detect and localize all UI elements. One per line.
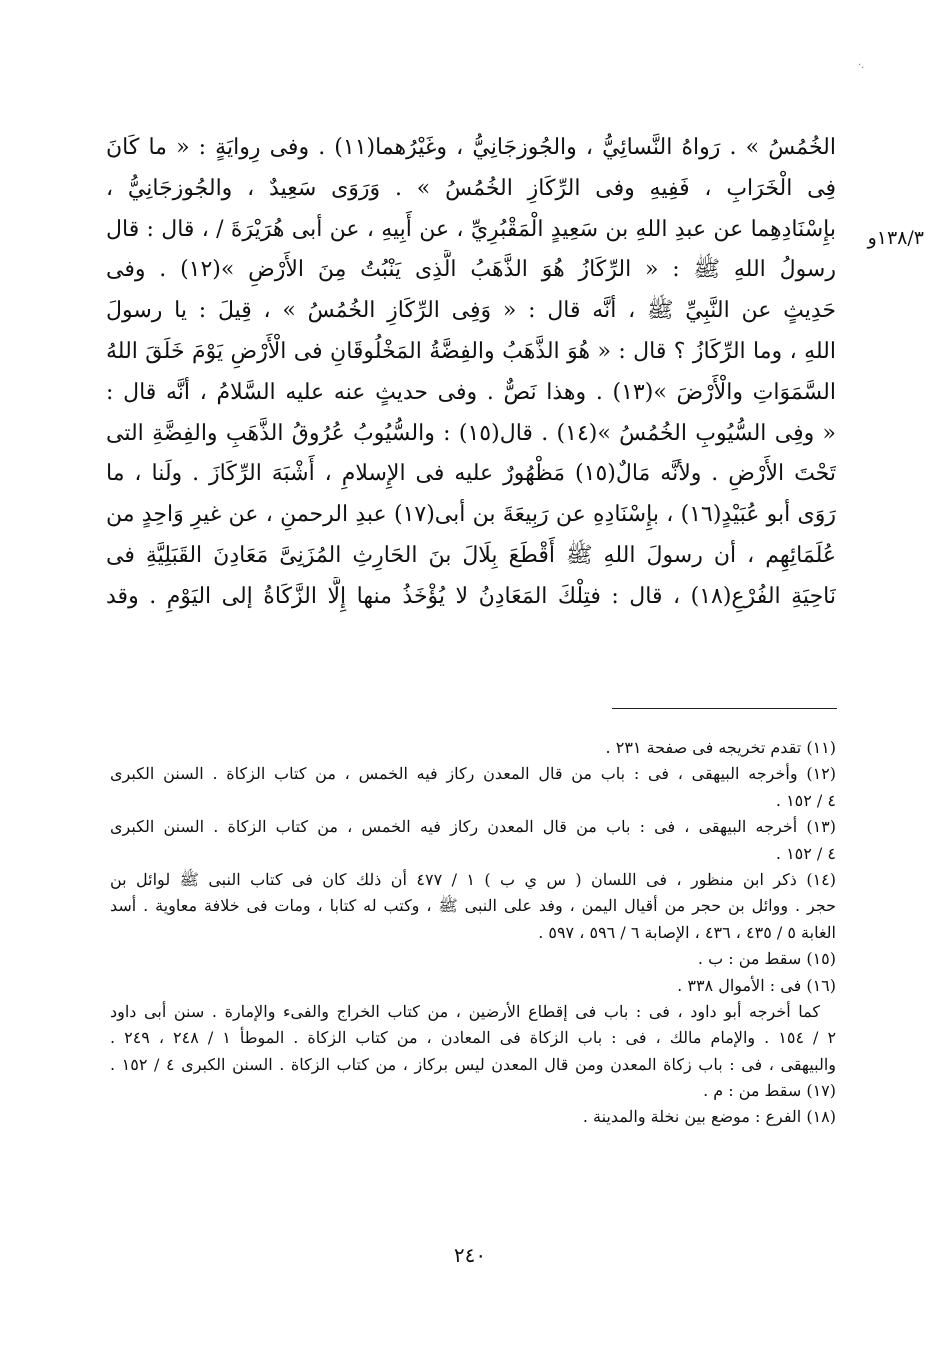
footnote-line: حجر . ووائل بن حجر من أقيال اليمن ، وفد على النبى ﷺ ، وكتب له كتابا ، ومات فى خلافة معاوية . أسد (110, 896, 836, 916)
footnote-line: ٢ / ١٥٤ . والإمام مالك ، فى : باب الزكاة فى المعادن ، من كتاب الزكاة . الموطأ ١ / ٢٤٨ ، ٢٤٩ . (110, 1028, 836, 1048)
main-text-line: فِى الْخَرَابِ ، فَفِيهِ وفى الرِّكَازِ الخُمُسُ » . وَرَوَى سَعِيدٌ ، والجُوزجَانِيُّ ، (106, 175, 836, 201)
main-text-block (106, 128, 836, 618)
main-text-line: بإِسْنَادِهِما عن عبدِ اللهِ بن سَعِيدٍ الْمَقْبُرِيِّ ، عن أَبِيهِ ، عن أبى هُرَيْرَةَ / ، قال : قال (106, 216, 836, 242)
footnote-line: (١٧) سقط من : م . (703, 1081, 836, 1101)
main-text-line: رَوَى أبو عُبَيْدٍ(١٦) ، بإِسْنَادِهِ عن رَبِيعَةَ بن أبى(١٧) عبدِ الرحمنِ ، عن غيرِ وَاحِدٍ من (106, 502, 836, 528)
main-text-line: اللهِ ، وما الرِّكَازُ ؟ قال : « هُوَ الذَّهَبُ والفِضَّةُ المَخْلُوقَانِ فى الْأَرْضِ يَوْمَ خَلَقَ اللهُ (106, 338, 836, 364)
footnote-line: ٤ / ١٥٢ . (775, 790, 836, 810)
footnotes-block (110, 735, 836, 1131)
main-text-line: نَاحِيَةِ الفُرْعِ(١٨) ، قال : فتِلْكَ المَعَادِنُ لا يُؤْخَذُ منها إِلَّا الزَّكَاةُ إلى اليَوْمِ . وقد (106, 583, 836, 609)
margin-manuscript-reference: ١٣٨/٣و (867, 227, 924, 249)
footnote-line: كما أخرجه أبو داود ، فى : باب فى إقطاع الأرضين ، من كتاب الخراج والفىء والإمارة . سنن أبى داود (110, 1001, 820, 1021)
footnote-line: (١٦) فى : الأموال ٣٣٨ . (677, 975, 836, 995)
main-text-line: رسولُ اللهِ ﷺ : « الرِّكَازُ هُوَ الذَّهَبُ الَّذِى يَنْبُتُ مِنَ الأَرْضِ »(١٢) . وفى (106, 257, 836, 283)
footnote-line: (١٢) وأخرجه البيهقى ، فى : باب من قال المعدن ركاز فيه الخمس ، من كتاب الزكاة . السنن الكبرى (110, 764, 836, 784)
footnote-line: (١١) تقدم تخريجه فى صفحة ٢٣١ . (605, 738, 836, 757)
footnote-line: الغابة ٥ / ٤٣٥ ، ٤٣٦ ، الإصابة ٦ / ٥٩٦ ، ٥٩٧ . (538, 922, 836, 942)
footnote-line: (١٣) أخرجه البيهقى ، فى : باب من قال المعدن ركاز فيه الخمس ، من كتاب الزكاة . السنن الكبرى (110, 817, 836, 837)
main-text-line: الخُمُسُ » . رَواهُ النَّسائِيُّ ، والجُوزجَانِيُّ ، وغَيْرُهما(١١) . وفى رِوايَةٍ : « ما كَانَ (106, 135, 836, 160)
footnote-line: (١٨) الفرع : موضع بين نخلة والمدينة . (582, 1107, 836, 1127)
page-number: ٢٤٠ (453, 1243, 487, 1267)
main-text-line: السَّمَوَاتِ والْأَرْضَ »(١٣) . وهذا نَصٌّ . وفى حديثٍ عنه عليه السَّلامُ ، أنَّه قال : (106, 379, 836, 405)
main-text-line: عُلَمَائِهِم ، أن رسولَ اللهِ ﷺ أَقْطَعَ بِلَالَ بنَ الحَارِثِ المُزَنِىَّ مَعَادِنَ القَبَلِيَّةِ فى (106, 542, 836, 568)
footnote-line: (١٥) سقط من : ب . (697, 949, 836, 969)
scan-speck: ·. (858, 60, 865, 71)
footnote-line: ٤ / ١٥٢ . (775, 843, 836, 863)
main-text-line: « وفِى السُّيُوبِ الخُمُسُ »(١٤) . قال(١٥) : والسُّيُوبُ عُرُوقُ الذَّهَبِ والفِضَّةِ التى (106, 420, 836, 446)
main-text-line: تَحْتَ الأَرْضِ . ولأنَّه مَالٌ(١٥) مَظْهُورٌ عليه فى الإِسلامِ ، أَشْبَهَ الرِّكَازَ . ولَنا ، ما (106, 461, 836, 487)
footnote-line: والبيهقى ، فى : باب زكاة المعدن ومن قال المعدن ليس بركاز ، من كتاب الزكاة . السنن الكبرى ٤ / ١٥٢ . (110, 1054, 836, 1074)
footnote-separator (612, 708, 837, 709)
footnote-line: (١٤) ذكر ابن منظور ، فى اللسان ( س ي ب ) ١ / ٤٧٧ أن ذلك كان فى كتاب النبى ﷺ لوائل بن (110, 869, 836, 889)
main-text-line: حَدِيثٍ عن النَّبِيِّ ﷺ ، أنَّه قال : « وَفِى الرِّكَازِ الخُمُسُ » ، قِيلَ : يا رسولَ (106, 298, 836, 324)
